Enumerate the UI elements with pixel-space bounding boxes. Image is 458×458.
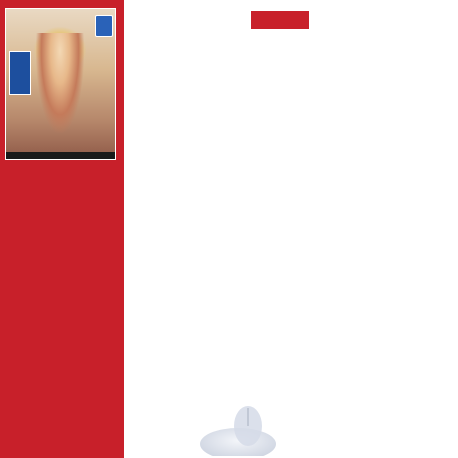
cover-photo-model	[36, 33, 84, 133]
page-title	[163, 54, 397, 78]
edito-section-tag	[237, 8, 323, 32]
editorial-body	[174, 116, 424, 121]
computer-mouse-icon	[188, 396, 288, 456]
cover-badge	[95, 15, 113, 37]
cover-bottom-strip	[6, 152, 116, 159]
cover-inset-box	[9, 51, 31, 95]
edito-label	[251, 11, 309, 29]
cover-logo	[8, 10, 108, 28]
magazine-cover-thumbnail	[5, 8, 116, 160]
masthead-sidebar	[0, 0, 124, 458]
